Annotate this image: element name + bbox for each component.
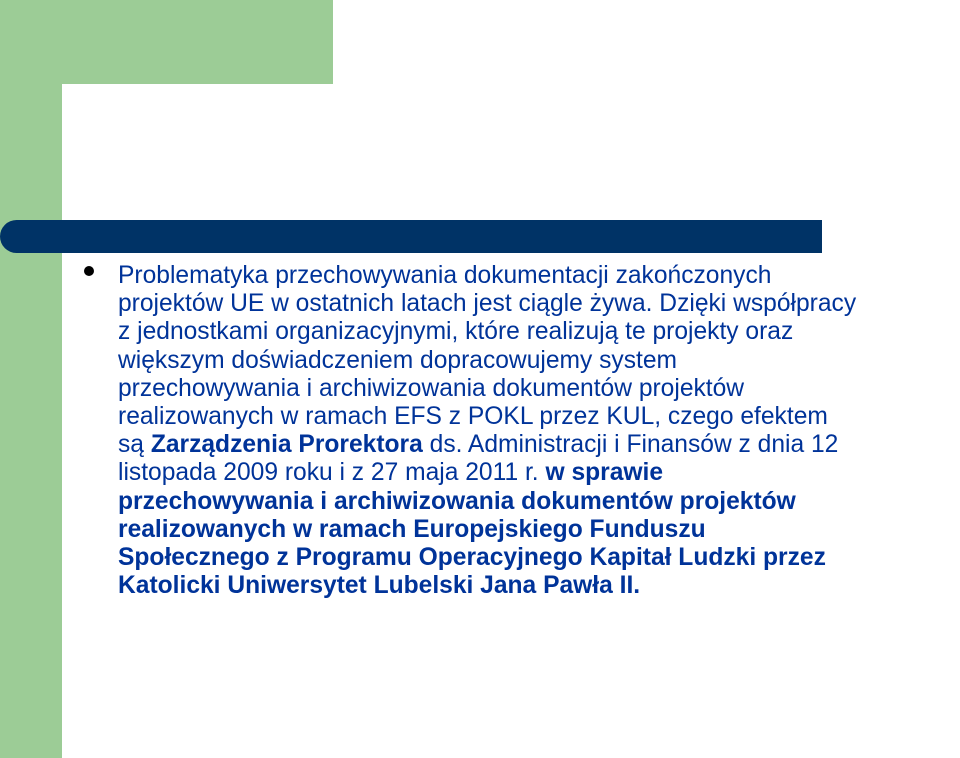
bullet-paragraph (118, 262, 960, 600)
paragraph-text-1: Problematyka przechowywania dokumentacji zakończonych projektów UE w ostatnich latach jest ciągle żywa. Dzięki współpracy z jednostkami organizacyjnymi, które realizują te projekty oraz większym doświadczeniem dopracowujemy system przechowywania i archiwizowania dokumentów projektów realizowanych w ramach EFS z POKL przez KUL, czego efektem są (118, 262, 857, 459)
bullet-icon (84, 266, 94, 276)
green-band-top (0, 0, 333, 84)
paragraph-bold-2: w sprawie przechowywania i archiwizowania dokumentów projektów realizowanych w ramach Europejskiego Funduszu Społecznego z Programu Operacyjnego Kapitał Ludzki przez Katolicki Uniwersytet Lubelski Jana Pawła II. (118, 459, 826, 600)
paragraph-bold-1: Zarządzenia Prorektora (150, 431, 423, 459)
green-band-left (0, 0, 62, 758)
title-bar (0, 220, 822, 253)
paragraph-text-2: ds. Administracji i Finansów z dnia 12 listopada 2009 roku i z 27 maja 2011 r. (118, 431, 839, 487)
